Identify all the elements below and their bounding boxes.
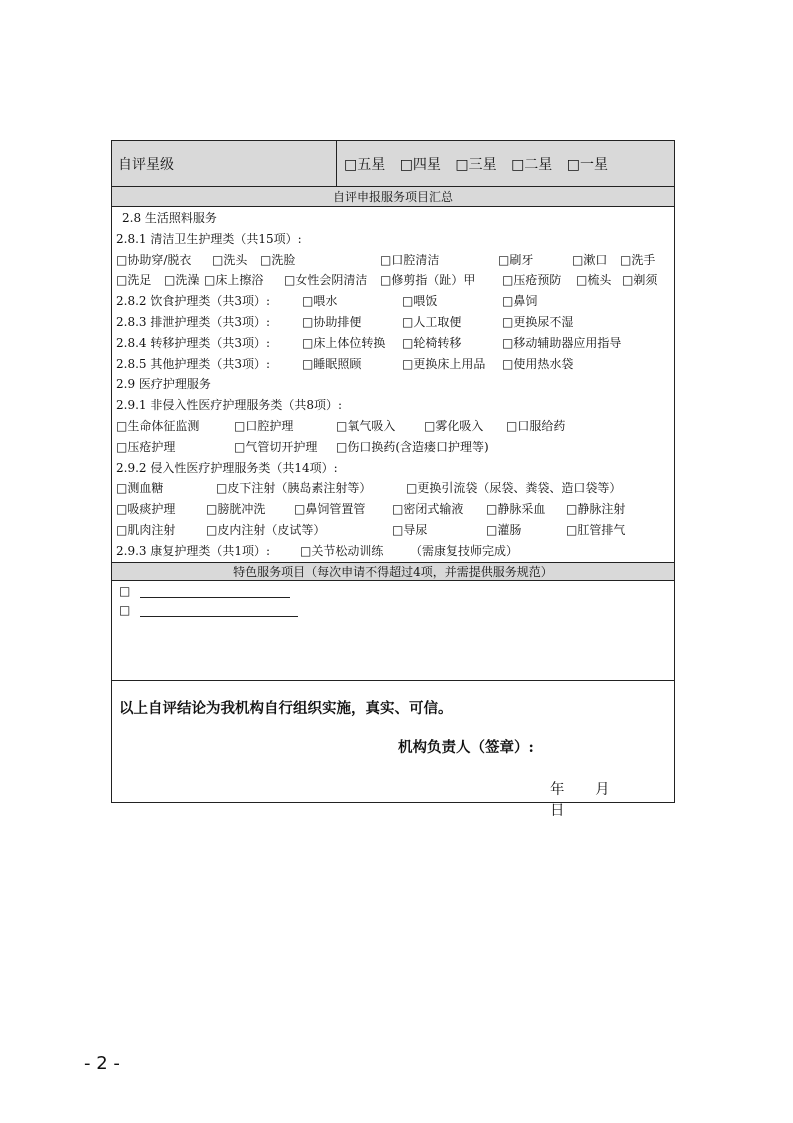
service-checkbox[interactable]: □测血糖	[116, 481, 164, 496]
self-assessment-form	[111, 140, 675, 819]
service-checkbox[interactable]: □鼻饲管置管	[294, 502, 366, 517]
service-line	[112, 521, 674, 541]
service-line	[112, 396, 674, 416]
service-checkbox[interactable]: □伤口换药(含造瘘口护理等)	[336, 439, 489, 454]
section-title: 2.8.5 其他护理类（共3项）:	[116, 356, 271, 371]
service-checkbox[interactable]: □口腔护理	[234, 419, 294, 433]
star-option-five[interactable]: □五星	[344, 157, 386, 173]
section-title: 2.9 医疗护理服务	[116, 377, 211, 392]
service-checkbox[interactable]: □生命体征监测	[116, 419, 200, 433]
service-checkbox[interactable]: □肛管排气	[566, 523, 626, 537]
service-checkbox[interactable]: □修剪指（趾）甲	[380, 273, 476, 288]
service-line	[112, 375, 674, 395]
special-services-header: 特色服务项目（每次申请不得超过4项，并需提供服务规范）	[112, 563, 674, 581]
special-item-1[interactable]	[119, 584, 290, 598]
service-checkbox[interactable]: □协助排便	[302, 315, 362, 329]
service-checkbox[interactable]: □洗脸	[260, 252, 296, 267]
service-checkbox[interactable]: □喂饭	[402, 294, 438, 309]
date-year: 年	[550, 782, 565, 798]
service-checkbox[interactable]: □刷牙	[498, 252, 534, 267]
service-checkbox[interactable]: □皮内注射（皮试等）	[206, 523, 326, 537]
service-checkbox[interactable]: □压疮护理	[116, 439, 176, 454]
section-title: 2.8 生活照料服务	[122, 211, 217, 225]
service-checkbox[interactable]: □漱口	[572, 252, 608, 267]
service-checkbox[interactable]: □更换引流袋（尿袋、粪袋、造口袋等）	[406, 481, 622, 496]
service-checkbox[interactable]: □吸痰护理	[116, 502, 176, 517]
summary-header: 自评申报服务项目汇总	[112, 187, 674, 207]
service-checkbox[interactable]: □轮椅转移	[402, 335, 462, 350]
service-checkbox[interactable]: □膀胱冲洗	[206, 502, 266, 517]
service-checkbox[interactable]: □压疮预防	[502, 273, 562, 288]
service-checkbox[interactable]: □喂水	[302, 294, 338, 309]
service-line	[112, 313, 674, 333]
star-option-two[interactable]: □二星	[511, 157, 553, 173]
date-day: 日	[550, 803, 565, 819]
section-title: 2.9.1 非侵入性医疗护理服务类（共8项）:	[116, 398, 343, 413]
service-line	[112, 251, 674, 271]
service-checkbox[interactable]: □静脉注射	[566, 502, 626, 517]
special-item-1-checkbox[interactable]: □	[119, 584, 131, 598]
service-checkbox[interactable]: □雾化吸入	[424, 419, 484, 433]
service-line	[112, 271, 674, 291]
service-checkbox[interactable]: □洗手	[620, 252, 656, 267]
star-option-one[interactable]: □一星	[566, 157, 608, 173]
service-line	[112, 334, 674, 354]
service-checkbox[interactable]: □鼻饲	[502, 294, 538, 309]
service-checkbox[interactable]: □气管切开护理	[234, 439, 318, 454]
service-checkbox[interactable]: □使用热水袋	[502, 356, 574, 371]
section-title: 2.8.2 饮食护理类（共3项）:	[116, 294, 271, 309]
page-number: - 2 -	[84, 1053, 120, 1074]
self-rating-label: 自评星级	[118, 157, 174, 173]
service-checkbox[interactable]: □肌肉注射	[116, 523, 176, 537]
service-line	[112, 500, 674, 520]
service-line	[112, 230, 674, 250]
section-title: （需康复技师完成）	[410, 543, 519, 558]
self-rating-row	[112, 141, 674, 187]
service-items-area	[112, 207, 674, 563]
service-checkbox[interactable]: □女性会阴清洁	[284, 273, 368, 288]
date-month: 月	[595, 782, 610, 798]
special-item-2-checkbox[interactable]: □	[119, 603, 131, 617]
star-options	[344, 154, 618, 174]
service-checkbox[interactable]: □床上擦浴	[204, 273, 264, 288]
service-checkbox[interactable]: □更换尿不湿	[502, 315, 574, 329]
service-checkbox[interactable]: □静脉采血	[486, 502, 546, 517]
service-checkbox[interactable]: □导尿	[392, 523, 428, 537]
service-checkbox[interactable]: □移动辅助器应用指导	[502, 335, 622, 350]
date-line	[550, 778, 674, 820]
service-line	[112, 479, 674, 499]
service-checkbox[interactable]: □睡眠照顾	[302, 356, 362, 371]
service-checkbox[interactable]: □关节松动训练	[300, 543, 384, 558]
section-title: 2.8.4 转移护理类（共3项）:	[116, 335, 271, 350]
service-checkbox[interactable]: □灌肠	[486, 523, 522, 537]
section-title: 2.8.3 排泄护理类（共3项）:	[116, 315, 271, 329]
special-item-2-blank[interactable]	[140, 604, 298, 617]
special-item-1-blank[interactable]	[140, 585, 290, 598]
service-checkbox[interactable]: □人工取便	[402, 315, 462, 329]
service-checkbox[interactable]: □洗头	[212, 252, 248, 267]
special-services-area	[112, 581, 674, 681]
signer-label: 机构负责人（签章）:	[398, 739, 534, 756]
service-checkbox[interactable]: □床上体位转换	[302, 335, 386, 350]
service-checkbox[interactable]: □口腔清洁	[380, 252, 440, 267]
section-title: 2.9.3 康复护理类（共1项）:	[116, 543, 271, 558]
service-line	[112, 292, 674, 312]
service-checkbox[interactable]: □密闭式输液	[392, 502, 464, 517]
service-checkbox[interactable]: □梳头	[576, 273, 612, 288]
section-title: 2.8.1 清洁卫生护理类（共15项）:	[116, 231, 302, 246]
service-line	[112, 438, 674, 458]
service-line	[112, 542, 674, 562]
special-item-2[interactable]	[119, 603, 298, 617]
service-checkbox[interactable]: □协助穿/脱衣	[116, 252, 192, 267]
service-checkbox[interactable]: □洗澡	[164, 273, 200, 288]
service-checkbox[interactable]: □氧气吸入	[336, 419, 396, 433]
declaration-statement: 以上自评结论为我机构自行组织实施，真实、可信。	[119, 700, 453, 717]
service-line	[112, 355, 674, 375]
service-line	[112, 417, 674, 437]
service-checkbox[interactable]: □口服给药	[506, 419, 566, 433]
star-option-three[interactable]: □三星	[455, 157, 497, 173]
service-checkbox[interactable]: □更换床上用品	[402, 356, 486, 371]
declaration-area	[112, 681, 674, 819]
service-checkbox[interactable]: □剃须	[622, 273, 658, 288]
self-rating-divider	[336, 141, 337, 186]
service-line	[112, 209, 674, 229]
section-title: 2.9.2 侵入性医疗护理服务类（共14项）:	[116, 460, 338, 475]
service-checkbox[interactable]: □皮下注射（胰岛素注射等）	[216, 481, 372, 496]
service-line	[112, 459, 674, 479]
star-option-four[interactable]: □四星	[399, 157, 441, 173]
service-checkbox[interactable]: □洗足	[116, 273, 152, 288]
